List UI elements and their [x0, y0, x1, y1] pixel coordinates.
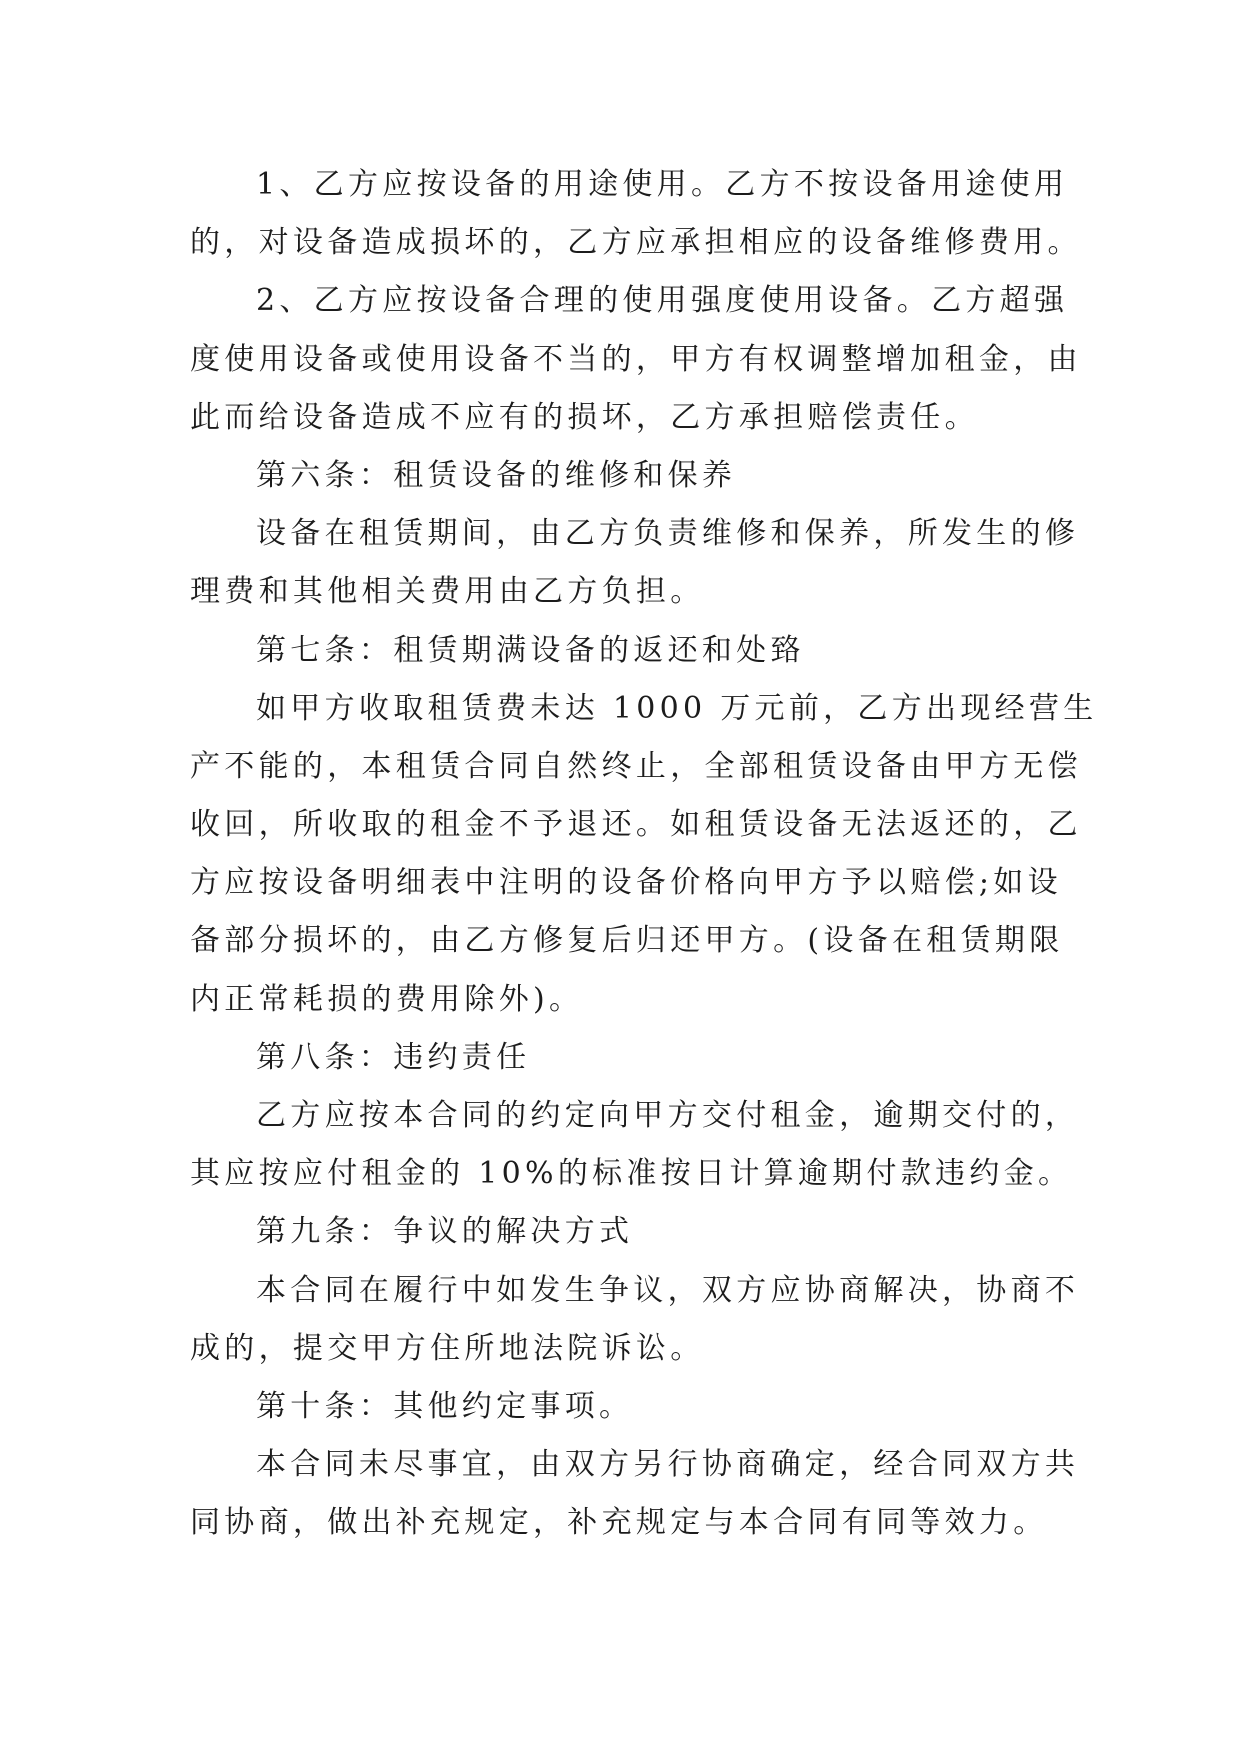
clause-text-line: 乙方应按本合同的约定向甲方交付租金，逾期交付的， — [256, 1098, 1080, 1133]
clause-text-line: 收回，所收取的租金不予退还。如租赁设备无法返还的，乙 — [190, 807, 1082, 843]
clause-text-line: 方应按设备明细表中注明的设备价格向甲方予以赔偿;如设 — [190, 865, 1062, 901]
clause-text-line: 备部分损坏的，由乙方修复后归还甲方。(设备在租赁期限 — [190, 923, 1064, 959]
clause-text-line: 1、乙方应按设备的用途使用。乙方不按设备用途使用 — [256, 167, 1069, 202]
clause-text-line: 产不能的，本租赁合同自然终止，全部租赁设备由甲方无偿 — [190, 748, 1082, 784]
clause-text-line: 其应按应付租金的 10%的标准按日计算逾期付款违约金。 — [190, 1156, 1073, 1192]
clause-text-line: 成的，提交甲方住所地法院诉讼。 — [190, 1330, 705, 1366]
clause-text-line: 2、乙方应按设备合理的使用强度使用设备。乙方超强 — [256, 283, 1069, 319]
clause-text-line: 内正常耗损的费用除外)。 — [190, 981, 584, 1017]
clause-text-line: 此而给设备造成不应有的损坏，乙方承担赔偿责任。 — [190, 399, 979, 435]
article-heading: 第七条：租赁期满设备的返还和处臵 — [256, 632, 805, 668]
clause-text-line: 同协商，做出补充规定，补充规定与本合同有同等效力。 — [190, 1505, 1048, 1541]
clause-text-line: 本合同未尽事宜，由双方另行协商确定，经合同双方共 — [256, 1447, 1080, 1483]
clause-text-line: 本合同在履行中如发生争议，双方应协商解决，协商不 — [256, 1272, 1080, 1308]
clause-text-line: 的，对设备造成损坏的，乙方应承担相应的设备维修费用。 — [190, 225, 1082, 261]
clause-text-line: 设备在租赁期间，由乙方负责维修和保养，所发生的修 — [256, 516, 1080, 552]
clause-text-line: 如甲方收取租赁费未达 1000 万元前，乙方出现经营生 — [256, 690, 1098, 726]
article-heading: 第八条：违约责任 — [256, 1039, 531, 1075]
clause-text-line: 度使用设备或使用设备不当的，甲方有权调整增加租金，由 — [190, 341, 1082, 377]
article-heading: 第十条：其他约定事项。 — [256, 1388, 634, 1424]
clause-text-line: 理费和其他相关费用由乙方负担。 — [190, 574, 705, 610]
article-heading: 第六条：租赁设备的维修和保养 — [256, 457, 737, 493]
article-heading: 第九条：争议的解决方式 — [256, 1214, 634, 1250]
document-body — [190, 156, 1098, 1553]
